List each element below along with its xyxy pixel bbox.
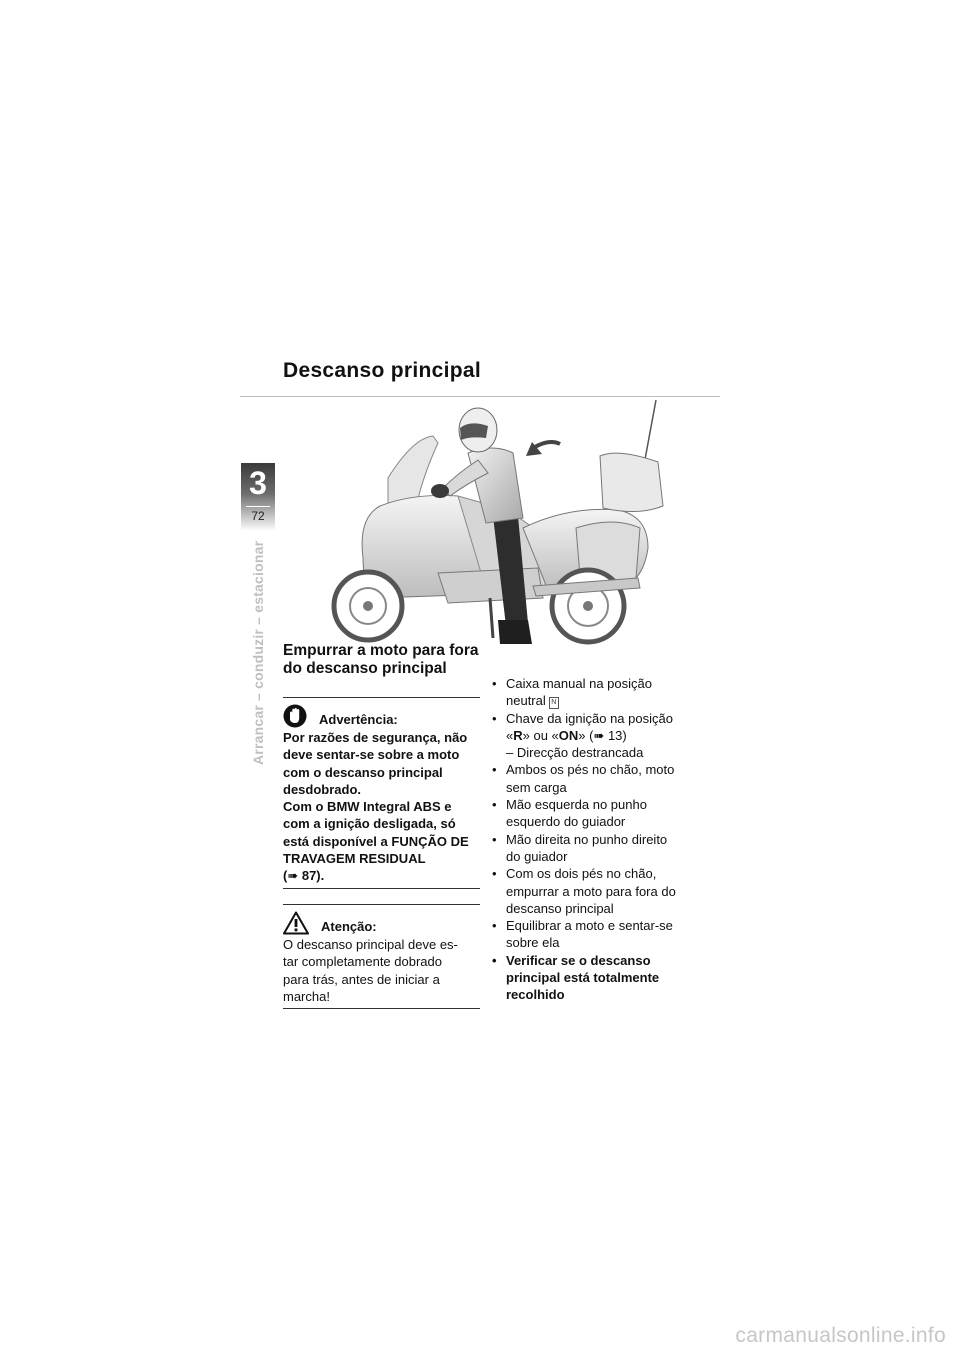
list-item [492,761,702,796]
step-text: » (➠ 13) [578,727,627,743]
chapter-number: 3 [249,465,267,501]
watermark: carmanualsonline.info [735,1324,946,1347]
caution-title: Atenção: [321,919,377,934]
title-divider [240,396,720,397]
step-text: empurrar a moto para fora do [506,883,676,899]
bullet: • [492,797,497,813]
list-item [492,952,702,1004]
motorcycle-illustration [318,398,670,648]
list-item [492,675,702,710]
chapter-tab [241,463,275,531]
warning-notice [283,697,480,889]
step-text: recolhido [506,987,565,1003]
list-item [492,831,702,866]
bullet: • [492,952,497,968]
step-text: Equilibrar a moto e sentar-se [506,918,673,934]
list-item [492,917,702,952]
bullet: • [492,710,497,726]
warning-line: Por razões de segurança, não [283,730,468,745]
warning-line: com o descanso principal [283,764,443,780]
caution-line: O descanso principal deve es- [283,937,458,952]
step-text: sobre ela [506,935,560,951]
step-text: Mão direita no punho direito [506,831,668,847]
caution-line: tar completamente dobrado [283,954,442,970]
chapter-divider [246,506,270,507]
step-text: do guiador [506,848,568,864]
warning-line: (➠ 87). [283,868,325,884]
list-item [492,865,702,917]
chapter-side-label-text: Arrancar – conduzir – estacionar [250,540,266,765]
warning-line: está disponível a FUNÇÃO DE [283,833,469,849]
page-title: Descanso principal [283,359,481,382]
warning-line: TRAVAGEM RESIDUAL [283,851,426,867]
procedure-steps [492,675,702,1004]
caution-line: para trás, antes de iniciar a [283,971,440,987]
bullet: • [492,831,497,847]
caution-text [283,936,480,1005]
warning-line: Com o BMW Integral ABS e [283,799,452,815]
step-text: neutral [506,693,546,709]
warning-line: deve sentar-se sobre a moto [283,747,460,763]
step-text: sem carga [506,779,567,795]
bullet: • [492,866,497,882]
step-text: esquerdo do guiador [506,814,626,830]
step-text: descanso principal [506,900,614,916]
step-text: Ambos os pés no chão, moto [506,762,675,778]
step-text: Caixa manual na posição [506,676,652,691]
warning-text [283,729,480,885]
step-text: – Direcção destrancada [506,745,644,761]
step-text: Verificar se o descanso [506,952,651,968]
step-text: Chave da ignição na posição [506,710,673,726]
bullet: • [492,918,497,934]
warning-title: Advertência: [319,712,398,727]
step-text: « [506,727,514,743]
warning-line: desdobrado. [283,781,362,797]
section-heading: Empurrar a moto para fora do descanso principal [283,642,479,677]
list-sub-item [492,744,702,761]
bullet: • [492,762,497,778]
exclamation-triangle-icon [283,911,309,935]
caution-line: marcha! [283,988,330,1004]
bullet: • [492,676,497,691]
page-number: 72 [251,509,265,523]
step-text: Mão esquerda no punho [506,797,647,813]
warning-line: com a ignição desligada, só [283,816,456,832]
neutral-gear-symbol: N [549,697,559,709]
ignition-position-r: R [513,727,523,743]
list-item [492,796,702,831]
ignition-position-on: ON [558,727,579,743]
caution-notice [283,904,480,1009]
list-item [492,710,702,745]
stop-hand-icon [283,704,307,728]
step-text: » ou « [522,727,559,743]
step-text: Com os dois pés no chão, [506,866,657,882]
step-text: principal está totalmente [506,970,660,986]
